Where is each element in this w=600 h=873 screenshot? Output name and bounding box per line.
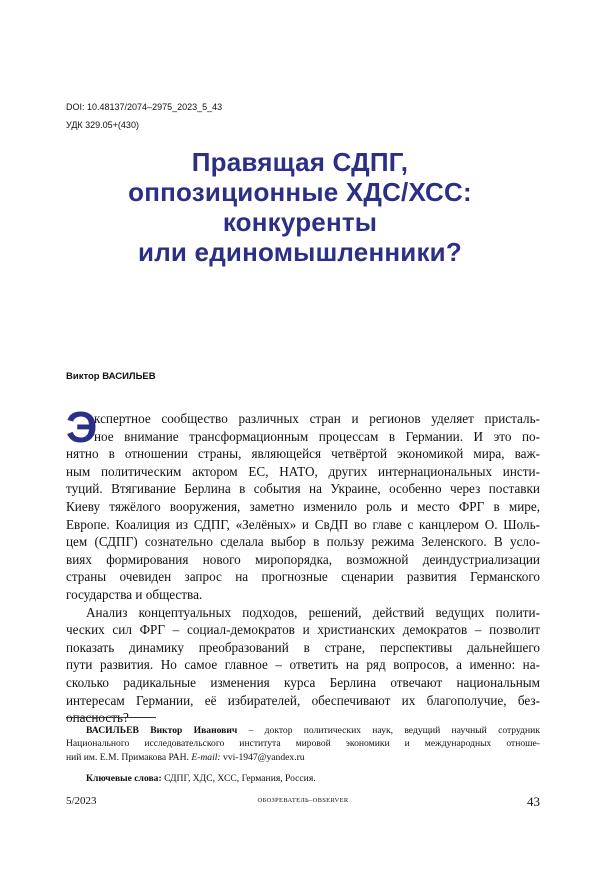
footnote-author-name: ВАСИЛЬЕВ Виктор Иванович: [86, 725, 238, 736]
body-line: кспертное сообщество различных стран и регионов уделяет присталь-: [94, 411, 540, 426]
doi: DOI: 10.48137/2074–2975_2023_5_43: [66, 102, 223, 112]
body-line: ческих сил ФРГ – социал-демократов и христианских демократов – позволит: [66, 622, 540, 638]
title-line: оппозиционные ХДС/ХСС:: [128, 177, 472, 207]
body-line: Киеву тяжёлого вооружения, заметно изменило роль и место ФРГ в мире,: [66, 498, 540, 514]
title-line: или единомышленники?: [138, 237, 462, 267]
footnote-divider: [66, 717, 156, 718]
keywords: [66, 772, 540, 785]
journal-name: ОБОЗРЕВАТЕЛЬ–OBSERVER: [257, 797, 349, 804]
footnote-text: ний им. Е.М. Примакова РАН.: [66, 751, 192, 763]
body-line: показать динамику преобразований в стране, перспективы дальнейшего: [66, 639, 540, 655]
body-line: ное внимание трансформационным процессам в Германии. И это по-: [94, 428, 540, 444]
title-line: Правящая СДПГ,: [191, 147, 409, 177]
body-line: цем (СДПГ) сознательно сделала выбор в пользу режима Зеленского. В усло-: [66, 534, 540, 550]
body-line: нятно в отношении страны, являющейся четвёртой экономикой мира, важ-: [66, 446, 540, 462]
body-line: пути развития. Но самое главное – ответить на ряд вопросов, а именно: на-: [66, 657, 540, 673]
keywords-label: Ключевые слова:: [86, 773, 162, 785]
body-line: Анализ концептуальных подходов, решений, действий ведущих полити-: [86, 604, 540, 620]
footnote-line: [66, 724, 540, 737]
body-line: интересам Германии, её избирателей, обеспечивают их благополучие, без-: [66, 692, 540, 708]
footnote-line: [66, 751, 540, 764]
page-number: 43: [527, 794, 540, 809]
body-line: сколько радикальные изменения курса Берлина отвечают национальным: [66, 674, 540, 690]
article-title: [60, 147, 540, 267]
email-address: vvi-1947@yandex.ru: [220, 751, 305, 763]
body-line: страны очевиден запрос на прогнозные сценарии развития Германского: [66, 569, 540, 585]
body-line: туций. Втягивание Берлина в события на Украине, особенно через поставки: [66, 481, 540, 497]
footnote-text: – доктор политических наук, ведущий научный сотрудник: [237, 725, 540, 736]
drop-cap: Э: [66, 403, 98, 452]
body-line: опасность?: [66, 710, 129, 726]
body-line: виях формирования нового миропорядка, возможной деиндустриализации: [66, 551, 540, 567]
body-line: государства и общества.: [66, 586, 203, 602]
body-line: Европе. Коалиция из СДПГ, «Зелёных» и СвДП во главе с канцлером О. Шоль-: [66, 516, 540, 532]
issue-number: 5/2023: [66, 795, 97, 807]
keywords-list: СДПГ, ХДС, ХСС, Германия, Россия.: [161, 773, 316, 785]
body-line: ным политическим актором ЕС, НАТО, других интернациональных инсти-: [66, 463, 540, 479]
author-footnote: [66, 724, 540, 786]
title-line: конкуренты: [222, 207, 378, 237]
article-body: [66, 403, 540, 727]
page-footer: [66, 795, 540, 811]
udk-code: УДК 329.05+(430): [66, 120, 139, 130]
author-name: Виктор ВАСИЛЬЕВ: [66, 371, 156, 382]
email-label: E-mail:: [191, 751, 221, 763]
footnote-line: Национального исследовательского института мировой экономики и международных отноше-: [66, 738, 540, 750]
